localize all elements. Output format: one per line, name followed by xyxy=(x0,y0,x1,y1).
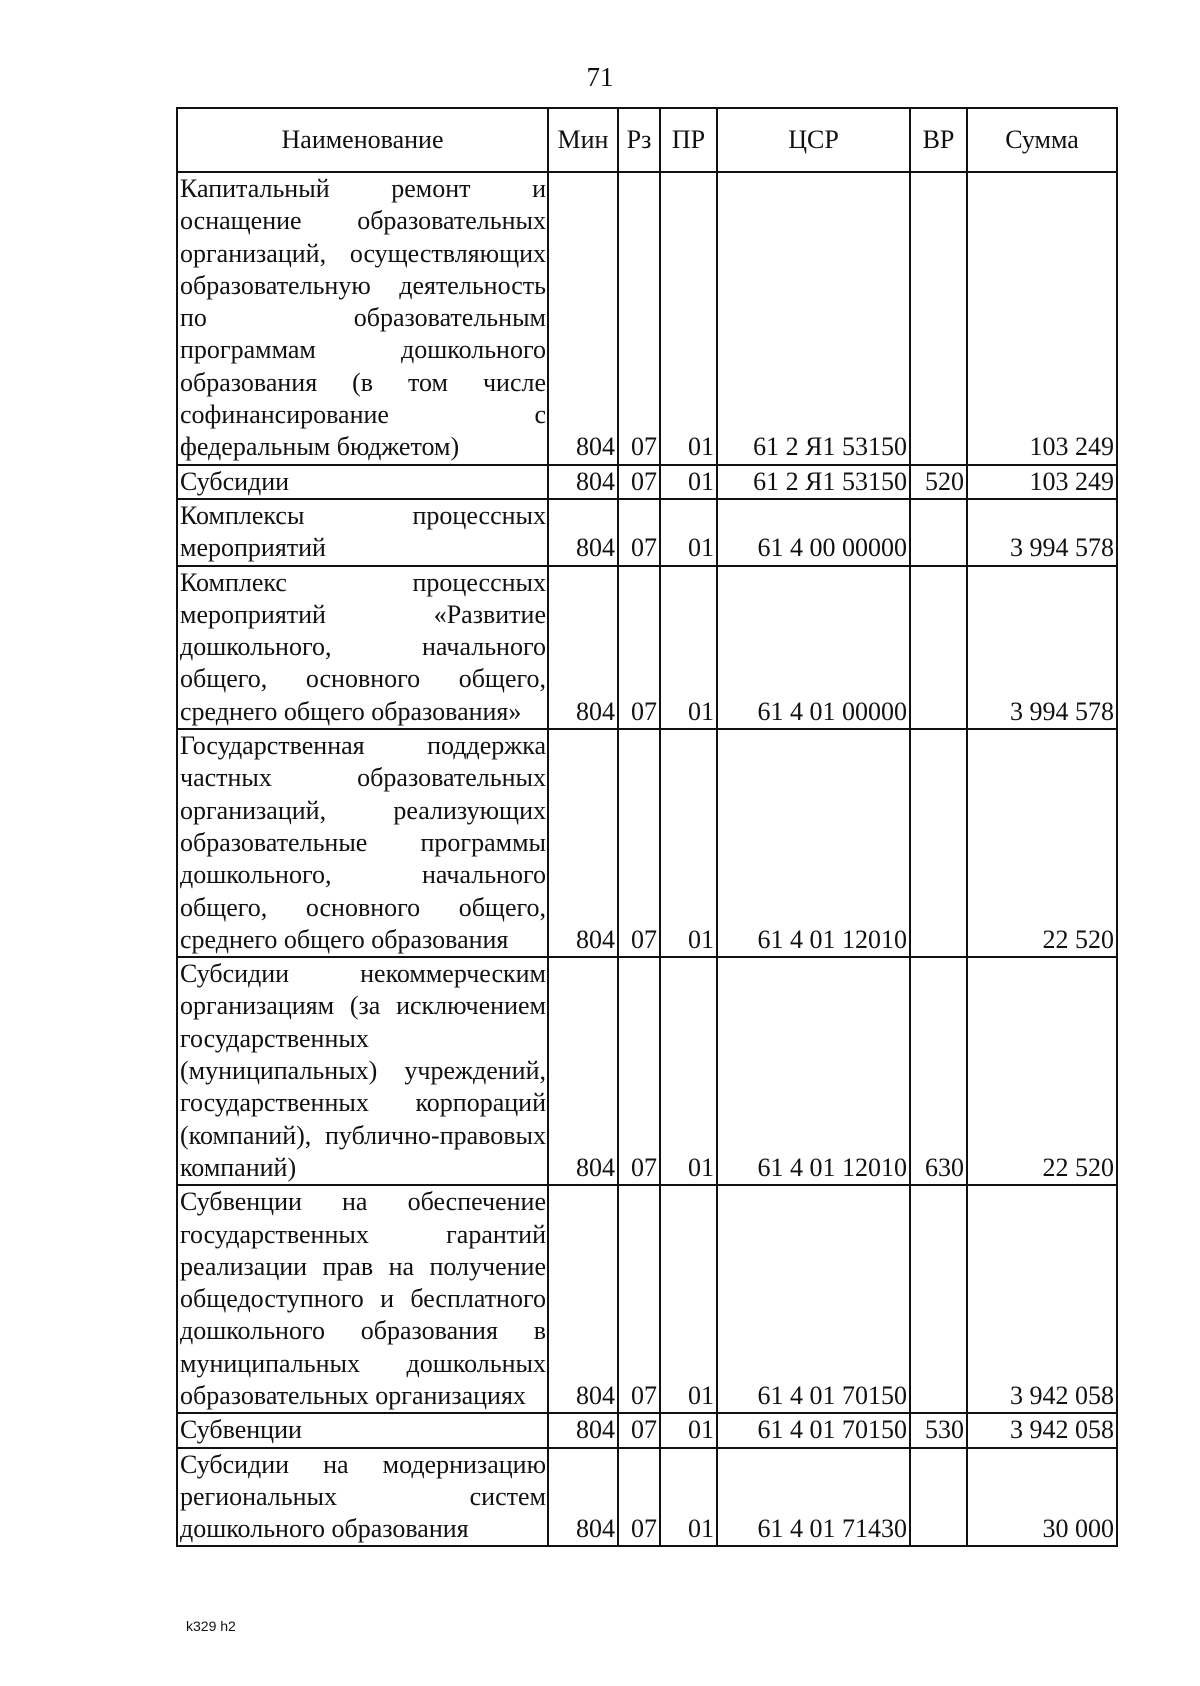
row-sum: 30 000 xyxy=(967,1448,1117,1547)
row-min: 804 xyxy=(548,465,618,499)
row-vr xyxy=(910,172,967,465)
row-min: 804 xyxy=(548,1185,618,1413)
footer-document-code: k329 h2 xyxy=(186,1618,236,1634)
row-pr: 01 xyxy=(660,1413,717,1447)
row-pr: 01 xyxy=(660,957,717,1185)
table-row xyxy=(177,499,1117,566)
row-rz: 07 xyxy=(618,566,660,729)
table-row xyxy=(177,566,1117,729)
row-sum: 3 994 578 xyxy=(967,499,1117,566)
row-min: 804 xyxy=(548,957,618,1185)
table-header-row xyxy=(177,108,1117,172)
table-row xyxy=(177,729,1117,957)
row-pr: 01 xyxy=(660,465,717,499)
row-sum: 22 520 xyxy=(967,957,1117,1185)
row-sum: 3 942 058 xyxy=(967,1185,1117,1413)
table-row xyxy=(177,957,1117,1185)
row-rz: 07 xyxy=(618,1185,660,1413)
row-vr xyxy=(910,499,967,566)
row-min: 804 xyxy=(548,1413,618,1447)
row-name: Субсидии на модернизацию региональных систем дошкольного образования xyxy=(177,1448,548,1547)
header-pr: ПР xyxy=(660,108,717,172)
row-rz: 07 xyxy=(618,172,660,465)
page-number: 71 xyxy=(586,62,614,92)
table-row xyxy=(177,465,1117,499)
row-csr: 61 4 01 00000 xyxy=(717,566,910,729)
row-vr: 520 xyxy=(910,465,967,499)
row-csr: 61 4 01 12010 xyxy=(717,957,910,1185)
row-min: 804 xyxy=(548,1448,618,1547)
row-csr: 61 4 01 12010 xyxy=(717,729,910,957)
row-vr xyxy=(910,1448,967,1547)
row-sum: 103 249 xyxy=(967,172,1117,465)
row-vr xyxy=(910,729,967,957)
row-name: Субсидии некоммерческим организациям (за исключением государственных (муниципальных) учреждений, государственных корпораций (компаний), публично-правовых компаний) xyxy=(177,957,548,1185)
row-csr: 61 4 01 71430 xyxy=(717,1448,910,1547)
row-name: Комплексы процессных мероприятий xyxy=(177,499,548,566)
row-name: Субсидии xyxy=(177,465,548,499)
row-name: Комплекс процессных мероприятий «Развитие дошкольного, начального общего, основного общего, среднего общего образования» xyxy=(177,566,548,729)
header-rz: Рз xyxy=(618,108,660,172)
row-rz: 07 xyxy=(618,729,660,957)
row-sum: 22 520 xyxy=(967,729,1117,957)
row-pr: 01 xyxy=(660,1185,717,1413)
row-pr: 01 xyxy=(660,1448,717,1547)
row-pr: 01 xyxy=(660,566,717,729)
row-vr xyxy=(910,1185,967,1413)
header-min: Мин xyxy=(548,108,618,172)
row-sum: 3 942 058 xyxy=(967,1413,1117,1447)
row-sum: 3 994 578 xyxy=(967,566,1117,729)
row-csr: 61 2 Я1 53150 xyxy=(717,172,910,465)
row-csr: 61 4 00 00000 xyxy=(717,499,910,566)
row-vr xyxy=(910,566,967,729)
row-rz: 07 xyxy=(618,1448,660,1547)
row-min: 804 xyxy=(548,729,618,957)
row-rz: 07 xyxy=(618,1413,660,1447)
header-sum: Сумма xyxy=(967,108,1117,172)
table-row xyxy=(177,172,1117,465)
budget-table xyxy=(176,107,1118,1547)
row-pr: 01 xyxy=(660,172,717,465)
header-name: Наименование xyxy=(177,108,548,172)
row-csr: 61 4 01 70150 xyxy=(717,1413,910,1447)
row-vr: 630 xyxy=(910,957,967,1185)
row-csr: 61 4 01 70150 xyxy=(717,1185,910,1413)
row-sum: 103 249 xyxy=(967,465,1117,499)
row-min: 804 xyxy=(548,499,618,566)
row-name: Капитальный ремонт и оснащение образовательных организаций, осуществляющих образовательную деятельность по образовательным программам дошкольного образования (в том числе софинансирование с федеральным бюджетом) xyxy=(177,172,548,465)
row-min: 804 xyxy=(548,172,618,465)
row-pr: 01 xyxy=(660,499,717,566)
row-rz: 07 xyxy=(618,465,660,499)
table-row xyxy=(177,1448,1117,1547)
row-vr: 530 xyxy=(910,1413,967,1447)
table-row xyxy=(177,1413,1117,1447)
header-vr: ВР xyxy=(910,108,967,172)
row-name: Субвенции xyxy=(177,1413,548,1447)
row-min: 804 xyxy=(548,566,618,729)
row-rz: 07 xyxy=(618,957,660,1185)
header-csr: ЦСР xyxy=(717,108,910,172)
row-pr: 01 xyxy=(660,729,717,957)
row-csr: 61 2 Я1 53150 xyxy=(717,465,910,499)
row-rz: 07 xyxy=(618,499,660,566)
row-name: Субвенции на обеспечение государственных гарантий реализации прав на получение общедоступного и бесплатного дошкольного образования в муниципальных дошкольных образовательных организациях xyxy=(177,1185,548,1413)
row-name: Государственная поддержка частных образовательных организаций, реализующих образовательные программы дошкольного, начального общего, основного общего, среднего общего образования xyxy=(177,729,548,957)
table-row xyxy=(177,1185,1117,1413)
